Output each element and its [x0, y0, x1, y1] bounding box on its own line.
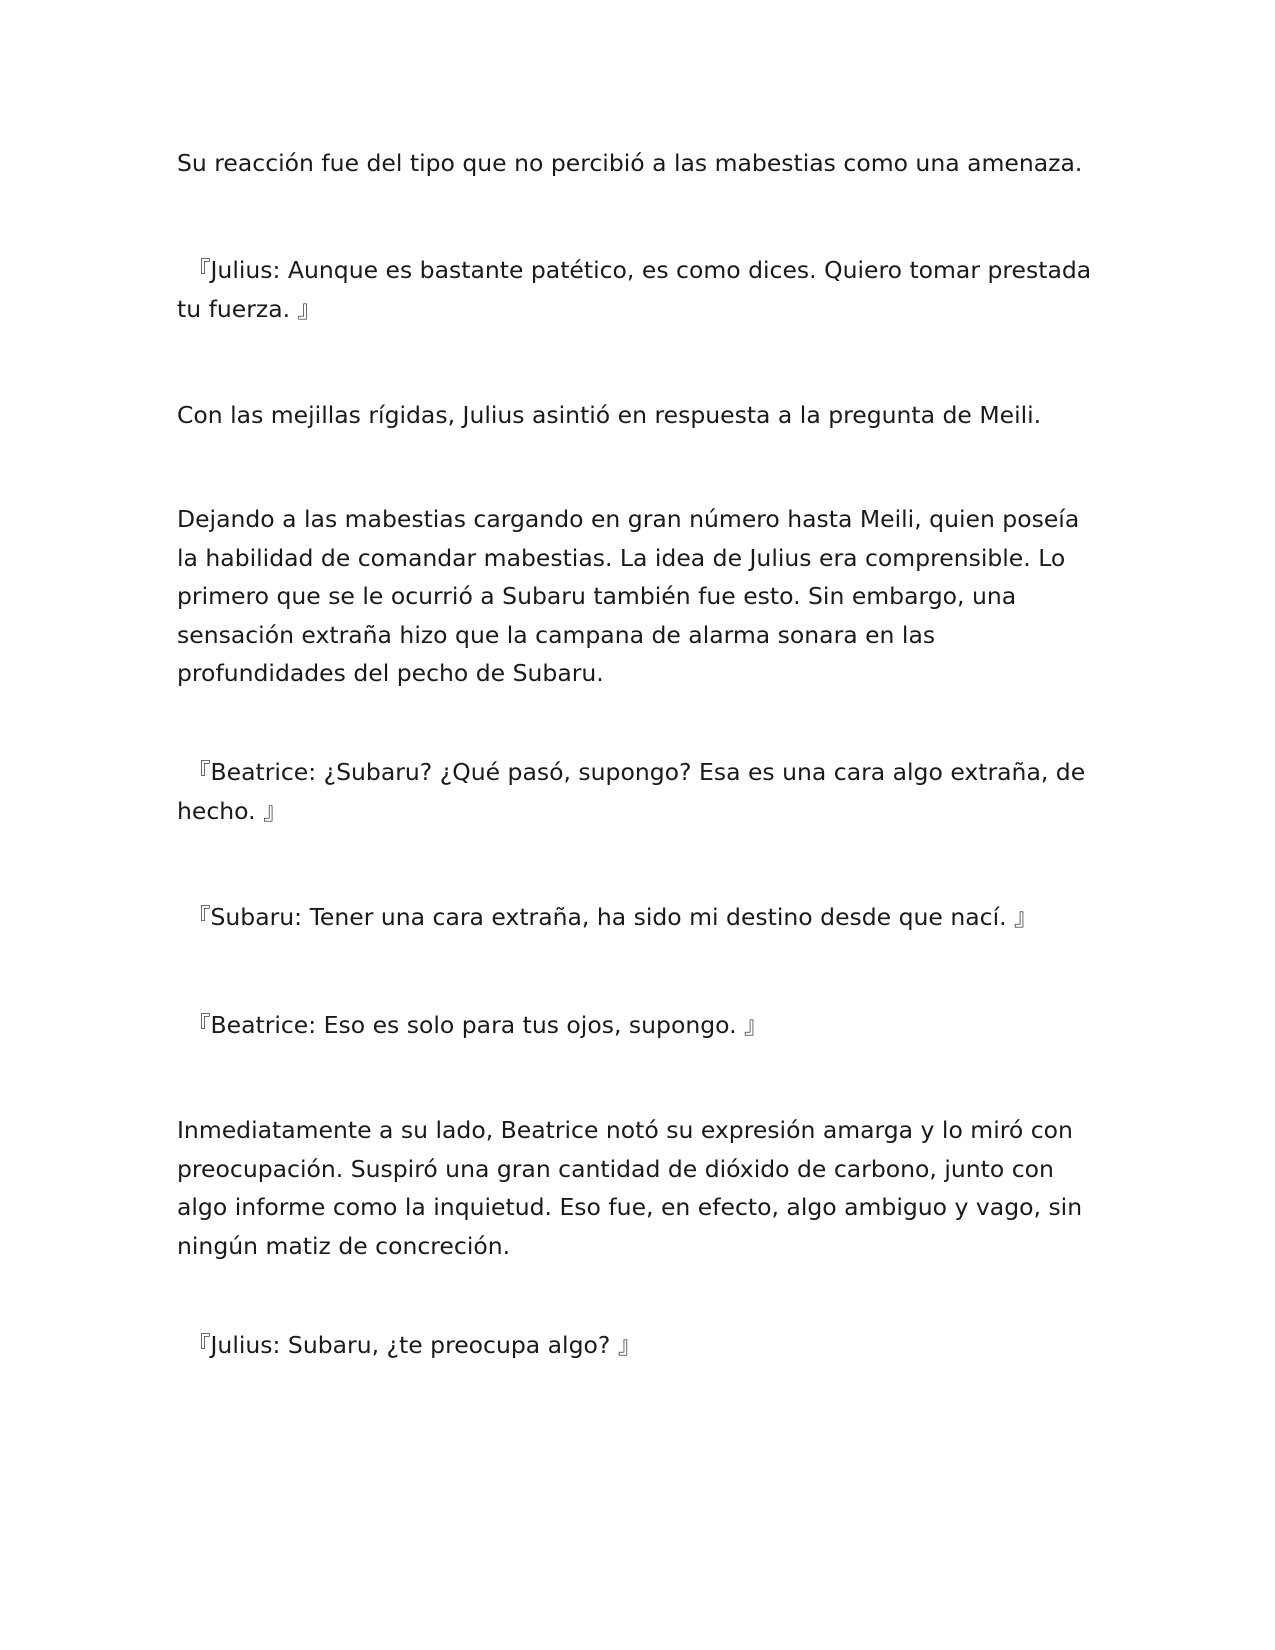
- paragraph-narration: Con las mejillas rígidas, Julius asintió en respuesta a la pregunta de Meili.: [177, 401, 1042, 429]
- paragraph-narration: Dejando a las mabestias cargando en gran número hasta Meili, quien poseía la habilidad de comandar mabestias. La idea de Julius era comprensible. Lo primero que se le ocurrió a Subaru también fue esto. Sin embargo, una sensación extraña hizo que la campana de alarma sonara en las profundidades del pecho de Subaru.: [177, 505, 1080, 687]
- paragraph-dialogue-julius: 『Julius: Aunque es bastante patético, es como dices. Quiero tomar prestada tu fuerza. 』: [177, 256, 1092, 323]
- paragraph-dialogue-beatrice: 『Beatrice: Eso es solo para tus ojos, supongo. 』: [187, 1011, 768, 1039]
- paragraph-narration: Inmediatamente a su lado, Beatrice notó su expresión amarga y lo miró con preocupación. Suspiró una gran cantidad de dióxido de carbono, junto con algo informe como la inquietud. Eso fue, en efecto, algo ambiguo y vago, sin ningún matiz de concreción.: [177, 1116, 1083, 1260]
- paragraph-dialogue-beatrice: 『Beatrice: ¿Subaru? ¿Qué pasó, supongo? Esa es una cara algo extraña, de hecho. 』: [177, 758, 1086, 825]
- paragraph-narration: Su reacción fue del tipo que no percibió a las mabestias como una amenaza.: [177, 149, 1083, 177]
- paragraph-dialogue-subaru: 『Subaru: Tener una cara extraña, ha sido mi destino desde que nací. 』: [187, 903, 1038, 931]
- paragraph-dialogue-julius: 『Julius: Subaru, ¿te preocupa algo? 』: [187, 1331, 642, 1359]
